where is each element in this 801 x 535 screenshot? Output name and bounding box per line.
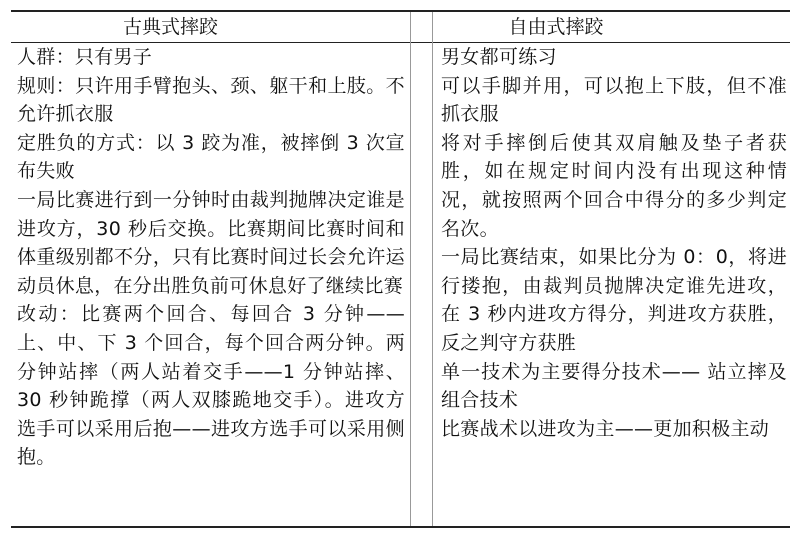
freestyle-column	[441, 43, 787, 443]
greco-roman-item: 一局比赛进行到一分钟时由裁判抛牌决定谁是进攻方，30 秒后交换。比赛期间比赛时间和体重级别都不分，只有比赛时间过长会允许运动员休息，在分出胜负前可休息好了继续比赛	[17, 188, 405, 297]
freestyle-item: 男女都可练习	[441, 46, 557, 68]
greco-roman-item: 改动：比赛两个回合、每回合 3 分钟——上、中、下 3 个回合，每个回合两分钟。两分钟站摔（两人站着交手——1 分钟站摔、30 秒钟跪撑（两人双膝跪地交手）。进攻方选手可以采用后抱——进攻方选手可以采用侧抱。	[17, 303, 405, 469]
greco-roman-column	[17, 43, 405, 472]
comparison-table	[11, 10, 790, 528]
header-greco-roman: 古典式摔跤	[122, 16, 218, 38]
freestyle-item: 比赛战术以进攻为主——更加积极主动	[441, 417, 770, 440]
column-divider-right	[432, 12, 433, 526]
column-divider-left	[410, 12, 411, 526]
table-bottom-rule	[11, 526, 790, 528]
header-freestyle: 自由式摔跤	[508, 16, 604, 38]
freestyle-item: 单一技术为主要得分技术—— 站立摔及组合技术	[441, 360, 787, 412]
greco-roman-item: 规则：只许用手臂抱头、颈、躯干和上肢。不允许抓衣服	[17, 74, 405, 126]
greco-roman-item: 定胜负的方式：以 3 跤为准，被摔倒 3 次宣布失败	[17, 131, 405, 183]
freestyle-item: 将对手摔倒后使其双肩触及垫子者获胜，如在规定时间内没有出现这种情况，就按照两个回合中得分的多少判定名次。	[441, 131, 787, 240]
freestyle-item: 可以手脚并用，可以抱上下肢，但不准抓衣服	[441, 74, 787, 126]
greco-roman-item: 人群：只有男子	[17, 46, 153, 68]
freestyle-item: 一局比赛结束，如果比分为 0：0，将进行搂抱，由裁判员抛牌决定谁先进攻，在 3 秒内进攻方得分，判进攻方获胜，反之判守方获胜	[441, 246, 787, 354]
